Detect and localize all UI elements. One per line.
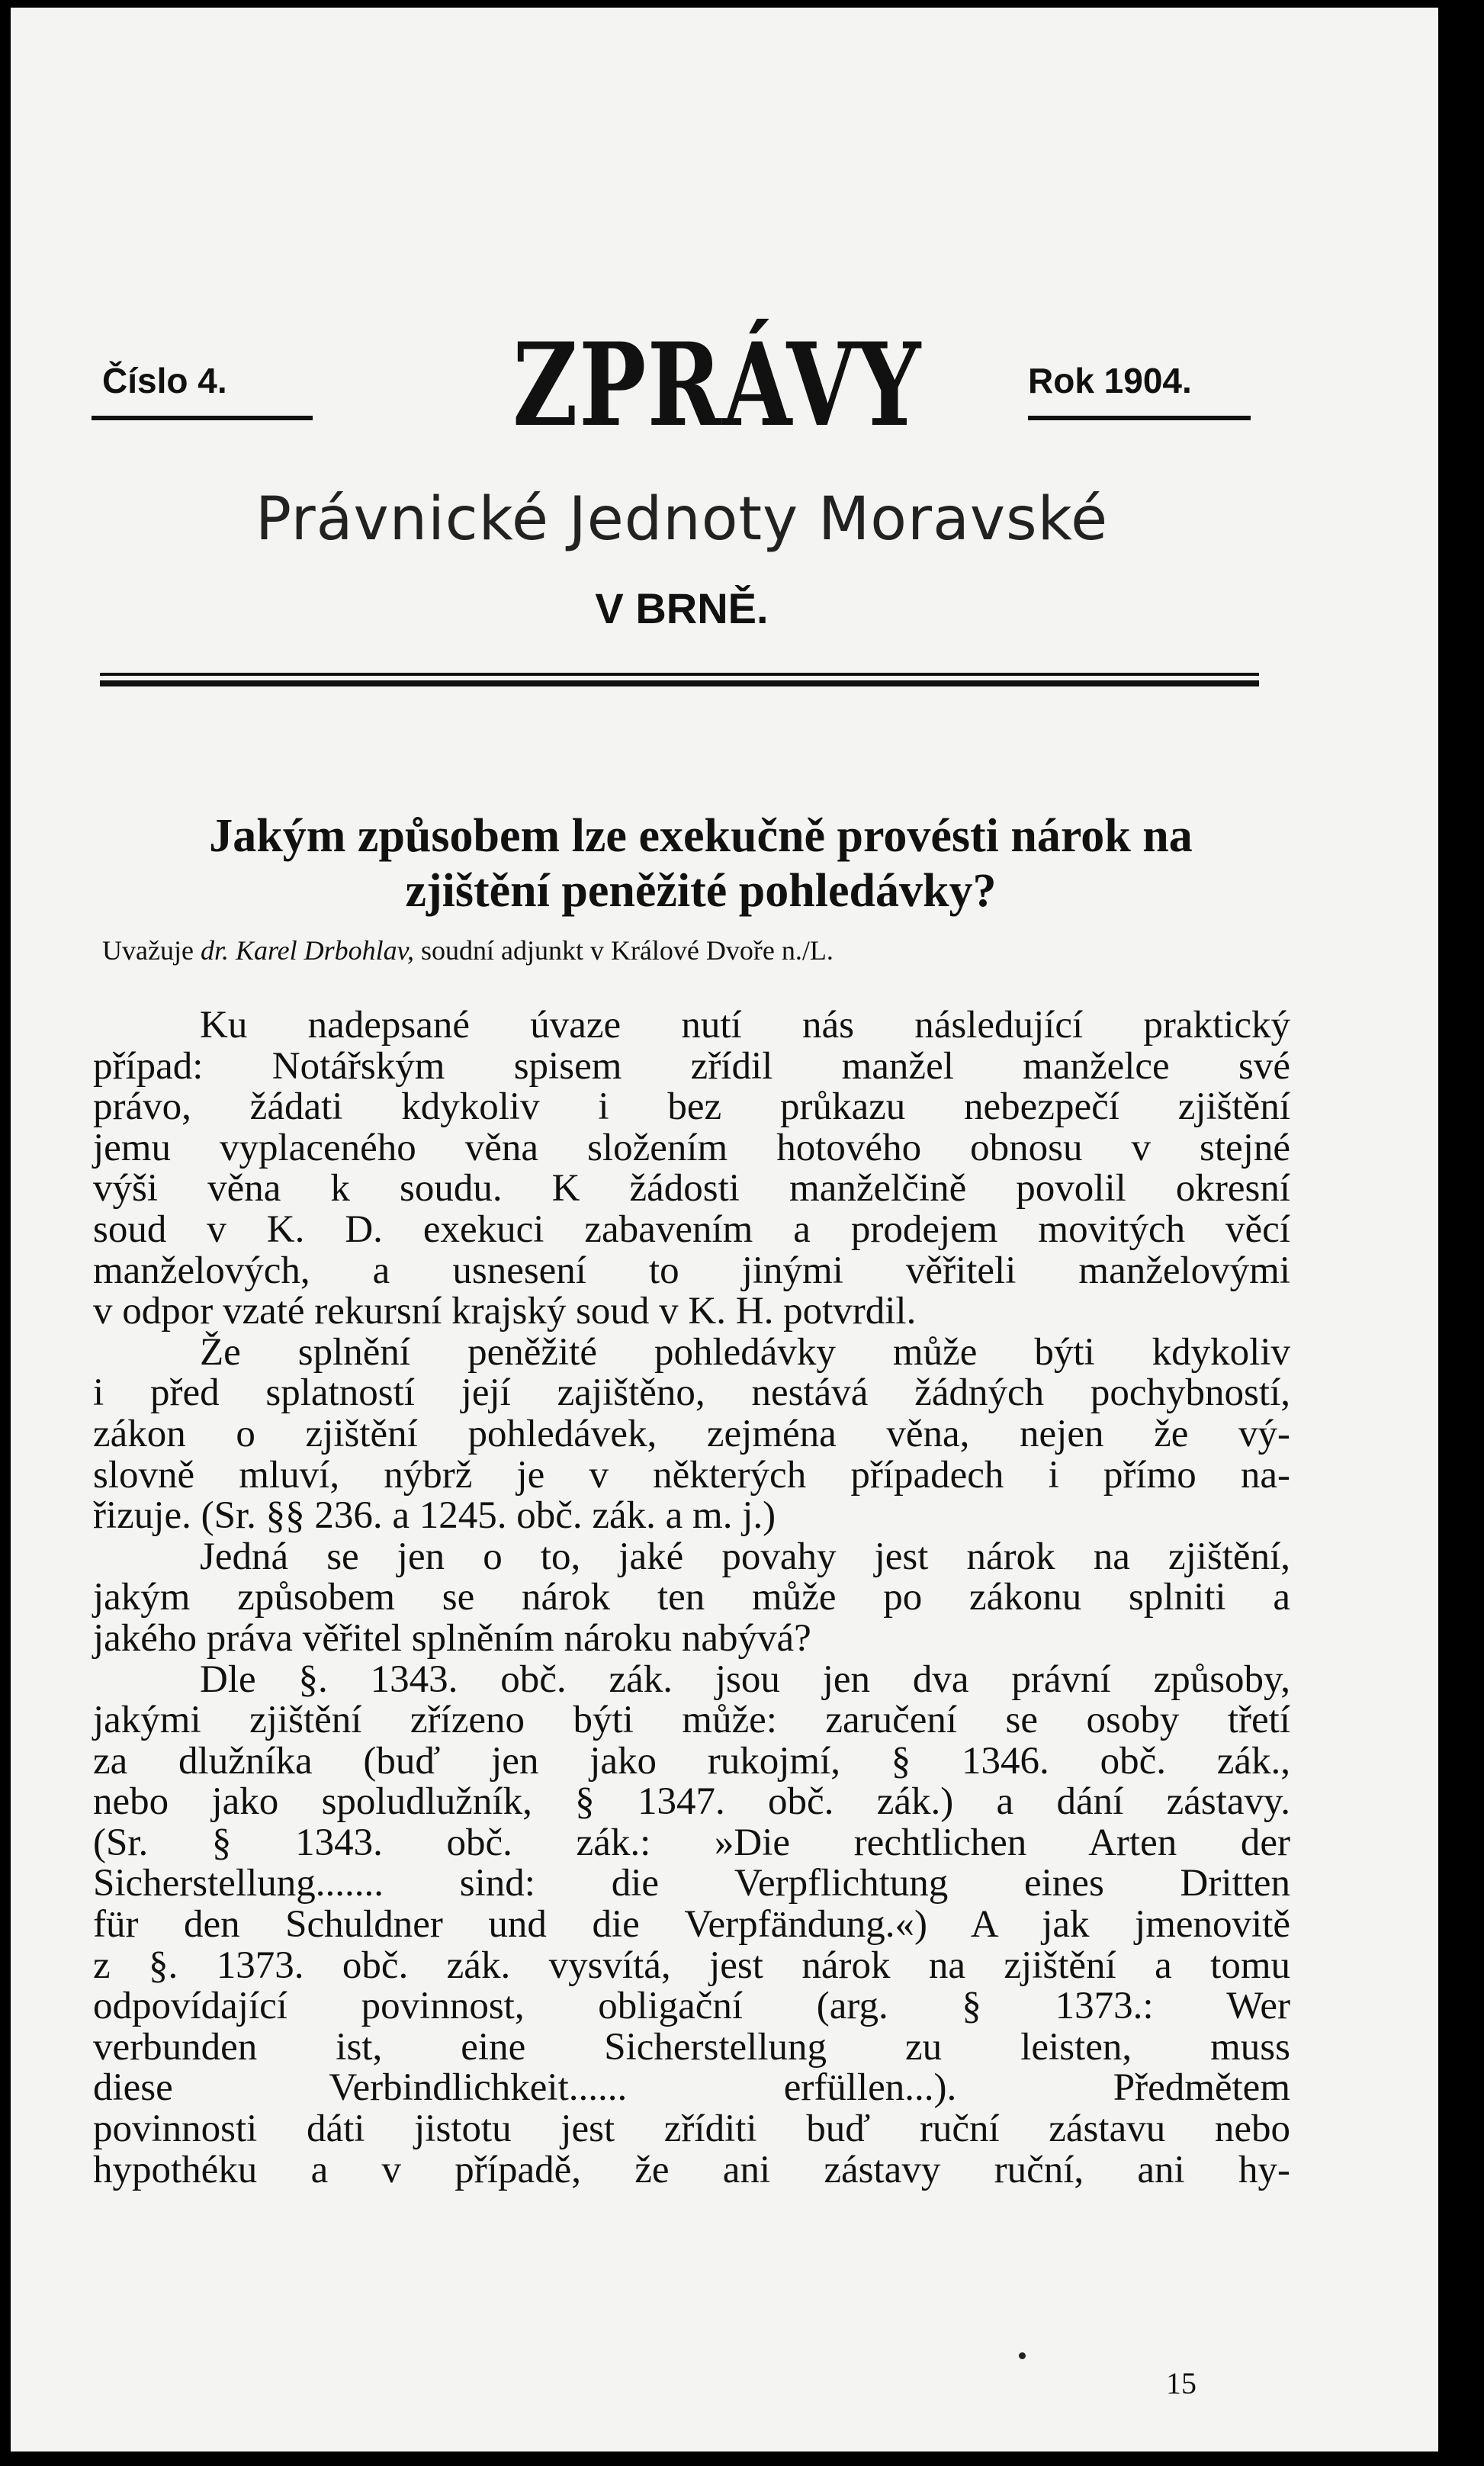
text-line: Sicherstellung....... sind: die Verpflichtung eines Dritten [93,1862,1290,1905]
text-line: für den Schuldner und die Verpfändung.«) A jak jmenovitě [93,1903,1290,1947]
year-underline [1028,416,1251,420]
text-line: v odpor vzaté rekursní krajský soud v K. H. potvrdil. [93,1290,917,1333]
text-line: za dlužníka (buď jen jako rukojmí, § 1346. obč. zák., [93,1739,1290,1783]
text-line: diese Verbindlichkeit...... erfüllen...). Předmětem [93,2066,1290,2110]
text-line: zákon o zjištění pohledávek, zejména věna, nejen že vý- [93,1412,1290,1455]
text-line: nebo jako spoludlužník, § 1347. obč. zák.) a dání zástavy. [93,1780,1290,1824]
document-page [11,8,1438,2452]
text-line: řizuje. (Sr. §§ 236. a 1245. obč. zák. a m. j.) [93,1494,776,1538]
text-line: povinnosti dáti jistotu jest zříditi buď ruční zástavu nebo [93,2108,1290,2151]
journal-subtitle: Právnické Jednoty Moravské [255,485,1109,554]
header-rule-bottom [100,680,1259,686]
masthead-title: ZPRÁVY [512,318,922,452]
text-line: jemu vyplaceného věna složením hotového obnosu v stejné [93,1126,1290,1169]
year-label: Rok 1904. [1028,361,1192,400]
byline-suffix: soudní adjunkt v Králové Dvoře n./L. [420,935,834,966]
text-line: Ku nadepsané úvaze nutí nás následující praktický [200,1004,1290,1047]
city-label: V BRNĚ. [595,584,769,632]
article-byline [102,934,1322,966]
text-line: jakého práva věřitel splněním nároku nabývá? [93,1616,811,1660]
article-title-line-1: Jakým způsobem lze exekučně provésti nárok na [209,810,1193,862]
text-line: i před splatností její zajištěno, nestává žádných pochybností, [93,1371,1290,1415]
text-line: případ: Notářským spisem zřídil manžel manželce své [93,1044,1290,1088]
byline-prefix: Uvažuje [102,935,194,966]
text-line: (Sr. § 1343. obč. zák.: »Die rechtlichen Arten der [93,1821,1290,1864]
text-line: Dle §. 1343. obč. zák. jsou jen dva právní způsoby, [200,1657,1290,1701]
text-line: hypothéku a v případě, že ani zástavy ruční, ani hy- [93,2148,1290,2191]
article-body [93,1005,1290,2191]
printer-mark [1019,2352,1026,2359]
page-number: 15 [1166,2366,1197,2400]
issue-underline [92,416,313,420]
text-line: právo, žádati kdykoliv i bez průkazu nebezpečí zjištění [93,1085,1290,1129]
text-line: jakým způsobem se nárok ten může po zákonu splniti a [93,1576,1290,1619]
text-line: odpovídající povinnost, obligační (arg. § 1373.: Wer [93,1985,1290,2028]
text-line: verbunden ist, eine Sicherstellung zu leisten, muss [93,2025,1290,2069]
text-line: výši věna k soudu. K žádosti manželčině povolil okresní [93,1167,1290,1210]
text-line: jakými zjištění zřízeno býti může: zaručení se osoby třetí [93,1699,1290,1742]
byline-author: dr. Karel Drbohlav, [200,935,414,966]
text-line: Že splnění peněžité pohledávky může býti kdykoliv [200,1330,1290,1374]
text-line: Jedná se jen o to, jaké povahy jest nárok na zjištění, [200,1535,1290,1578]
text-line: soud v K. D. exekuci zabavením a prodejem movitých věcí [93,1207,1290,1251]
header-rule-top [100,673,1259,676]
text-line: manželových, a usnesení to jinými věřiteli manželovými [93,1249,1290,1292]
issue-number: Číslo 4. [102,361,227,400]
text-line: slovně mluví, nýbrž je v některých případech i přímo na- [93,1453,1290,1497]
text-line: z §. 1373. obč. zák. vysvítá, jest nárok na zjištění a tomu [93,1944,1290,1987]
article-title-line-2: zjištění peněžité pohledávky? [405,865,997,917]
